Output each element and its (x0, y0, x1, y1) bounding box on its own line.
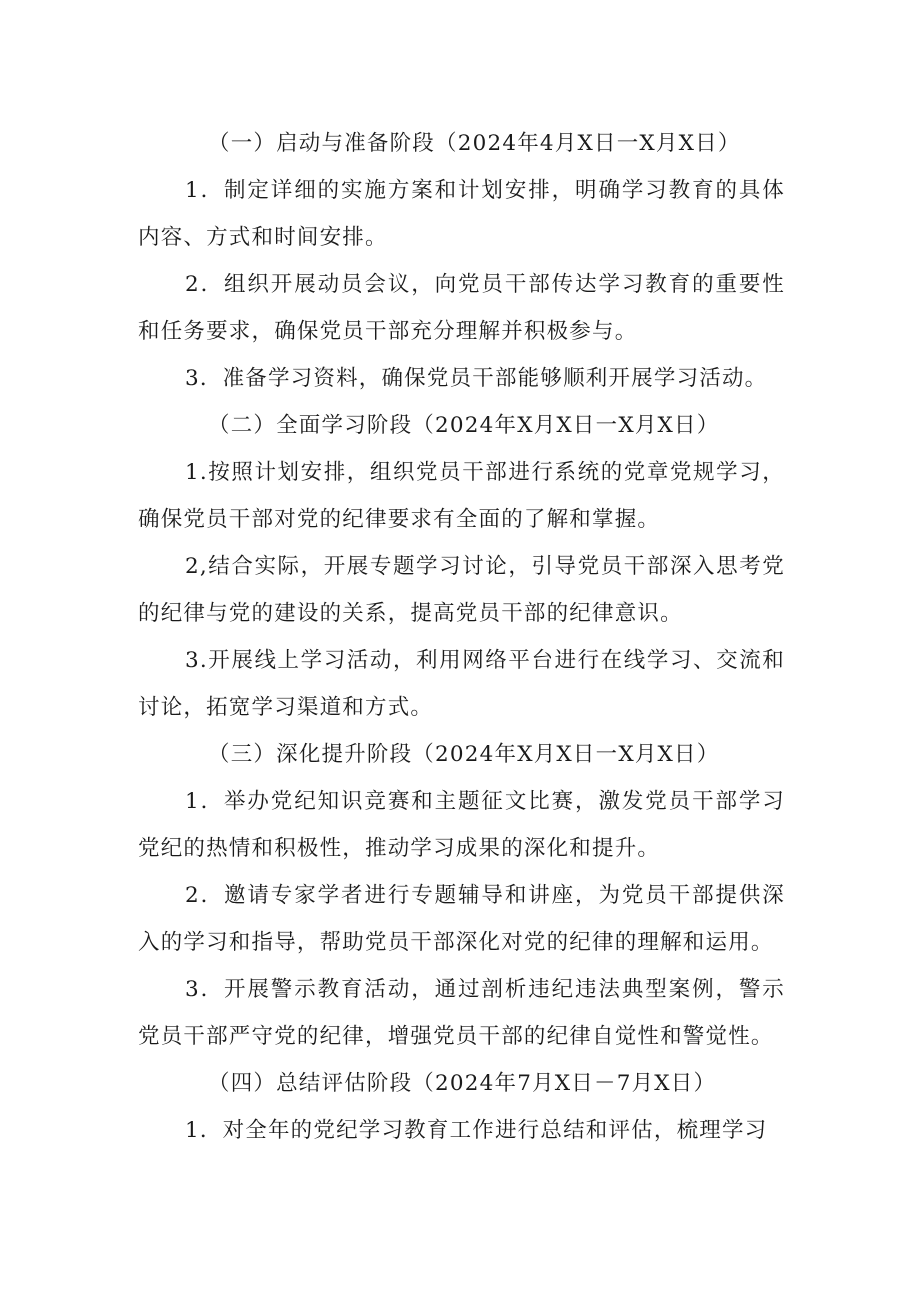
paragraph: 1．对全年的党纪学习教育工作进行总结和评估，梳理学习 (185, 1118, 768, 1143)
paragraph: 3．开展警示教育活动，通过剖析违纪违法典型案例，警示党员干部严守党的纪律，增强党员干部的纪律自觉性和警觉性。 (138, 977, 785, 1049)
paragraph: 1.按照计划安排，组织党员干部进行系统的党章党规学习，确保党员干部对党的纪律要求有全面的了解和掌握。 (138, 460, 785, 532)
paragraph: 1．举办党纪知识竞赛和主题征文比赛，激发党员干部学习党纪的热情和积极性，推动学习成果的深化和提升。 (138, 789, 785, 861)
paragraph: 1．制定详细的实施方案和计划安排，明确学习教育的具体内容、方式和时间安排。 (138, 178, 785, 250)
section-heading-3: （三）深化提升阶段（2024年X月X日一X月X日） (208, 742, 720, 767)
paragraph: 3.开展线上学习活动，利用网络平台进行在线学习、交流和讨论，拓宽学习渠道和方式。 (138, 648, 785, 720)
paragraph: 2,结合实际，开展专题学习讨论，引导党员干部深入思考党的纪律与党的建设的关系，提高党员干部的纪律意识。 (138, 554, 785, 626)
section-heading-2: （二）全面学习阶段（2024年X月X日一X月X日） (208, 413, 720, 438)
paragraph: 2．组织开展动员会议，向党员干部传达学习教育的重要性和任务要求，确保党员干部充分理解并积极参与。 (138, 272, 785, 344)
section-heading-1: （一）启动与准备阶段（2024年4月X日一X月X日） (208, 131, 741, 156)
section-heading-4: （四）总结评估阶段（2024年7月X日－7月X日） (208, 1071, 717, 1096)
paragraph: 2．邀请专家学者进行专题辅导和讲座，为党员干部提供深入的学习和指导，帮助党员干部深化对党的纪律的理解和运用。 (138, 883, 785, 955)
paragraph: 3．准备学习资料，确保党员干部能够顺利开展学习活动。 (185, 366, 768, 391)
